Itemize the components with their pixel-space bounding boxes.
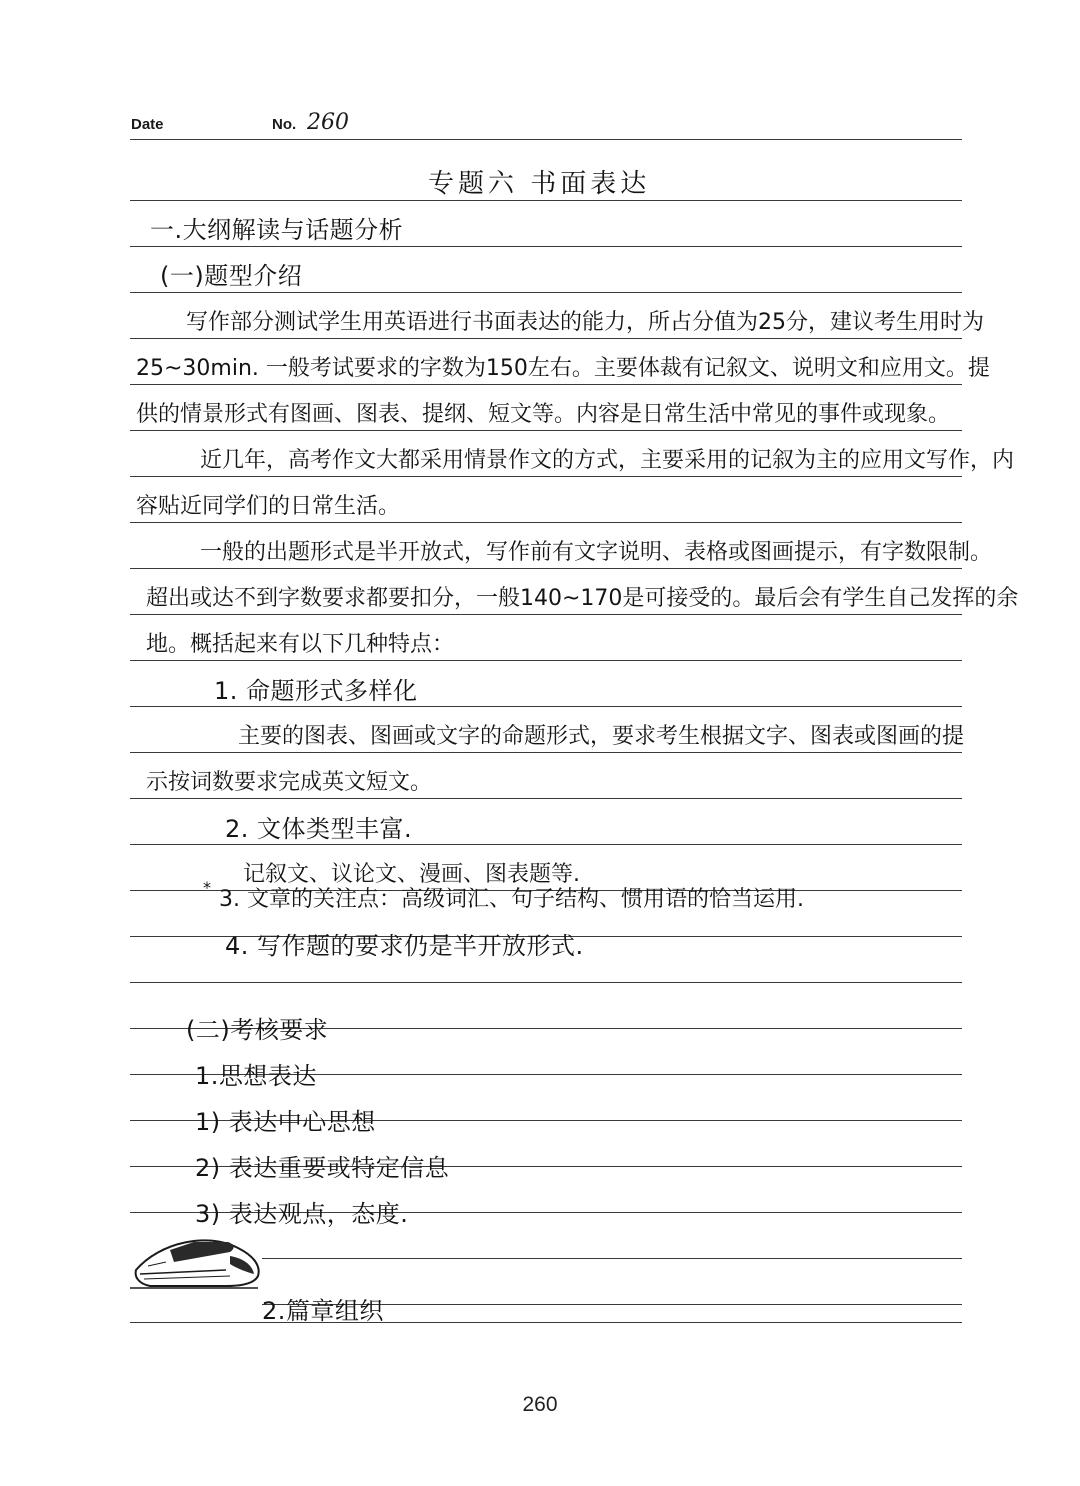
sub-item: 2) 表达重要或特定信息 xyxy=(195,1154,450,1182)
paragraph-line: 供的情景形式有图画、图表、提纲、短文等。内容是日常生活中常见的事件或现象。 xyxy=(136,402,951,427)
date-label: Date xyxy=(131,116,164,133)
ruled-line xyxy=(130,522,962,523)
ruled-line xyxy=(130,844,962,845)
paragraph-line: 近几年，高考作文大都采用情景作文的方式，主要采用的记叙为主的应用文写作，内 xyxy=(200,448,1015,473)
ruled-line-short xyxy=(262,1258,962,1259)
point-detail: 记叙文、议论文、漫画、图表题等. xyxy=(243,862,580,887)
point-title: 4. 写作题的要求仍是半开放形式. xyxy=(225,932,584,960)
ruled-line xyxy=(130,660,962,661)
ruled-line xyxy=(130,1322,962,1323)
paragraph-line: 超出或达不到字数要求都要扣分，一般140~170是可接受的。最后会有学生自己发挥的余 xyxy=(146,586,1019,611)
page-title: 专题六 书面表达 xyxy=(428,169,651,199)
ruled-line xyxy=(130,200,962,201)
paragraph-line: 一般的出题形式是半开放式，写作前有文字说明、表格或图画提示，有字数限制。 xyxy=(200,540,993,565)
item-heading: 2.篇章组织 xyxy=(262,1297,384,1325)
ruled-line xyxy=(130,706,962,707)
ruled-line xyxy=(130,384,962,385)
sub-item: 3) 表达观点，态度. xyxy=(195,1200,409,1228)
sub-item: 1) 表达中心思想 xyxy=(195,1108,376,1136)
ruled-line xyxy=(130,614,962,615)
number-label: No. xyxy=(272,116,297,133)
ruled-line xyxy=(130,246,962,247)
page-number-handwritten: 260 xyxy=(307,110,349,135)
ruled-line xyxy=(130,568,962,569)
point-title: 3. 文章的关注点：高级词汇、句子结构、惯用语的恰当运用. xyxy=(219,887,804,912)
item-heading: 1.思想表达 xyxy=(195,1062,317,1090)
paragraph-line: 25~30min. 一般考试要求的字数为150左右。主要体裁有记叙文、说明文和应用文。提 xyxy=(136,356,990,381)
paragraph-line: 地。概括起来有以下几种特点： xyxy=(146,632,455,657)
ruled-line xyxy=(130,430,962,431)
star-mark: * xyxy=(203,878,211,897)
paragraph-line: 容贴近同学们的日常生活。 xyxy=(136,494,401,519)
page-footer-number: 260 xyxy=(522,1393,558,1416)
section-heading: (二)考核要求 xyxy=(186,1016,329,1044)
point-detail: 主要的图表、图画或文字的命题形式，要求考生根据文字、图表或图画的提 xyxy=(238,724,965,749)
ruled-line xyxy=(130,338,962,339)
point-title: 1. 命题形式多样化 xyxy=(214,677,418,705)
point-detail: 示按词数要求完成英文短文。 xyxy=(146,770,433,795)
bullet-train-icon xyxy=(130,1222,265,1292)
point-title: 2. 文体类型丰富. xyxy=(225,815,413,843)
ruled-line xyxy=(130,292,962,293)
ruled-line xyxy=(130,982,962,983)
paragraph-line: 写作部分测试学生用英语进行书面表达的能力，所占分值为25分，建议考生用时为 xyxy=(186,310,984,335)
ruled-line xyxy=(130,476,962,477)
section-heading: 一.大纲解读与话题分析 xyxy=(150,216,404,244)
header-rule xyxy=(130,139,962,140)
ruled-line xyxy=(130,752,962,753)
sub-heading: (一)题型介绍 xyxy=(160,262,303,290)
ruled-line xyxy=(130,798,962,799)
